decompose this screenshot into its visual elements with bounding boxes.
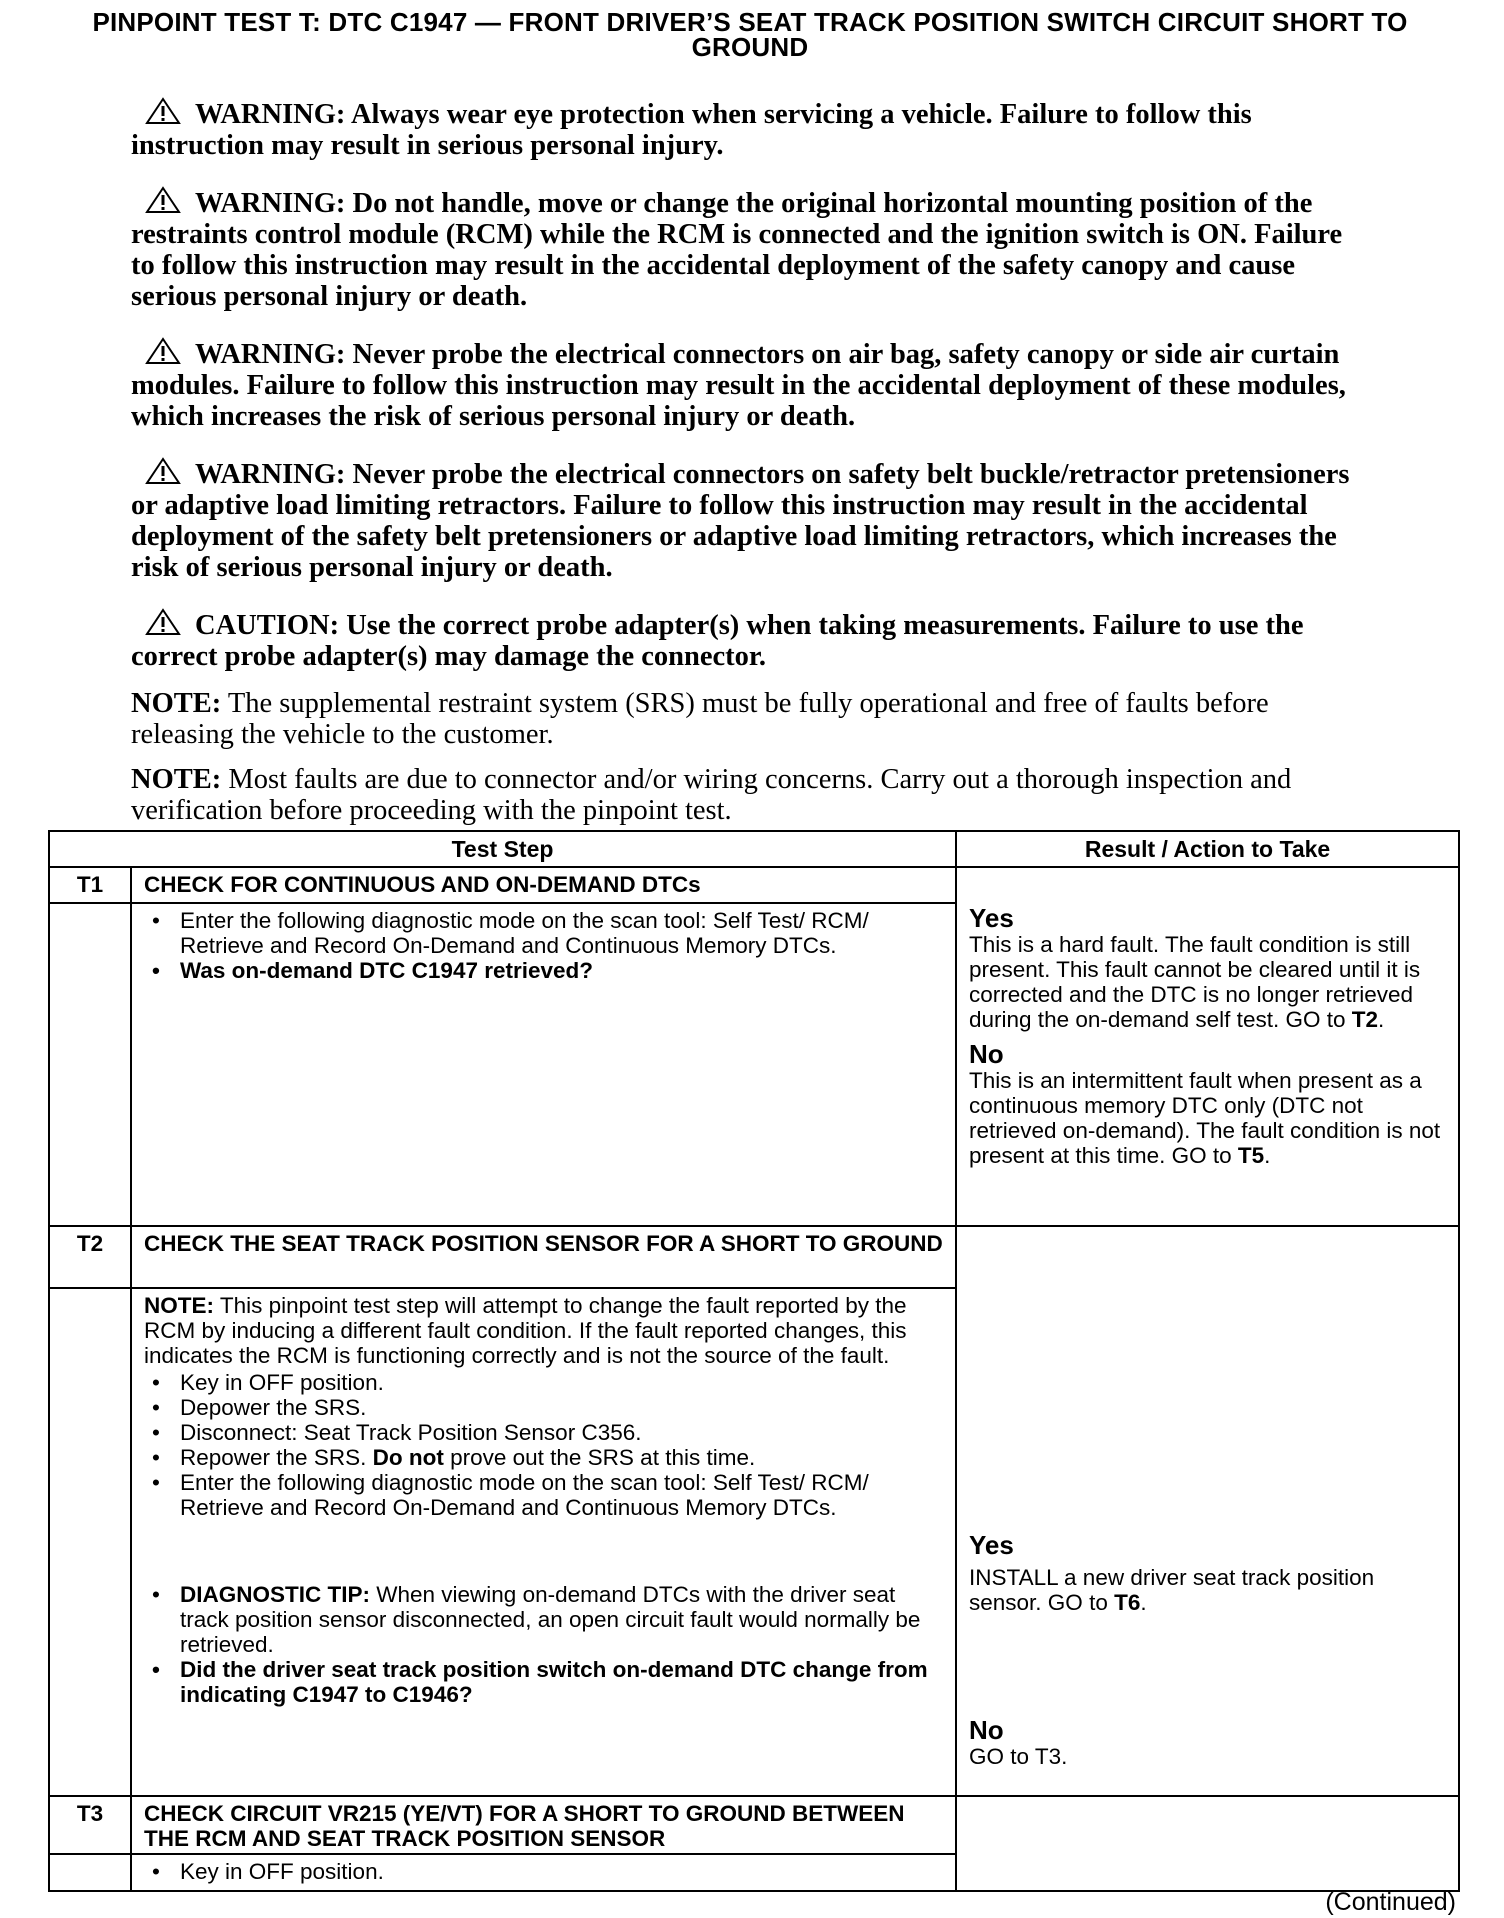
step-id: T1 — [49, 867, 131, 903]
step-result — [956, 867, 1459, 1226]
warning-air-bag-connectors: WARNING: Never probe the electrical connectors on air bag, safety canopy or side air curtain modules. Failure to follow this instruction may result in the accidental deployment of these modules, which increases the risk of serious personal injury or death. — [131, 339, 1346, 432]
step-note: NOTE: This pinpoint test step will attempt to change the fault reported by the RCM by inducing a different fault condition. If the fault reported changes, this indicates the RCM is functioning correctly and is not the source of the fault. — [144, 1293, 907, 1368]
result-yes-text: INSTALL a new driver seat track position sensor. GO to T6. — [969, 1565, 1375, 1615]
result-yes-text: This is a hard fault. The fault condition is still present. This fault cannot be cleared until it is corrected and the DTC is no longer retrieved during the on-demand self test. GO to T2. — [969, 932, 1421, 1032]
result-no-label: No — [969, 1715, 1004, 1745]
note-connector-concerns: NOTE: Most faults are due to connector and/or wiring concerns. Carry out a thorough inspection and verification before proceeding with the pinpoint test. — [131, 764, 1292, 826]
list-item: • Depower the SRS. — [180, 1395, 945, 1420]
step-result — [956, 1226, 1459, 1796]
step-body — [131, 1854, 956, 1891]
result-yes-label: Yes — [969, 1530, 1014, 1560]
list-item: • Repower the SRS. Do not prove out the SRS at this time. — [180, 1445, 945, 1470]
warning-triangle-icon — [145, 457, 181, 485]
result-no-text: GO to T3. — [969, 1744, 1068, 1769]
result-no-text: This is an intermittent fault when present as a continuous memory DTC only (DTC not retrieved on-demand). The fault condition is not present at this time. GO to T5. — [969, 1068, 1441, 1168]
step-heading: CHECK THE SEAT TRACK POSITION SENSOR FOR A SHORT TO GROUND — [131, 1226, 956, 1288]
warning-triangle-icon — [145, 97, 181, 125]
list-item: • Disconnect: Seat Track Position Sensor C356. — [180, 1420, 945, 1445]
warning-rcm-mounting: WARNING: Do not handle, move or change the original horizontal mounting position of the restraints control module (RCM) while the RCM is connected and the ignition switch is ON. Failure to follow this instruction may result in the accidental deployment of the safety canopy and cause serious personal injury or death. — [131, 188, 1343, 312]
table-row — [49, 1796, 1459, 1854]
list-item: • Was on-demand DTC C1947 retrieved? — [180, 958, 945, 983]
continued-label: (Continued) — [1325, 1888, 1456, 1916]
warning-triangle-icon — [145, 186, 181, 214]
col-header-test-step: Test Step — [49, 831, 956, 867]
list-item: • Enter the following diagnostic mode on the scan tool: Self Test/ RCM/ Retrieve and Record On-Demand and Continuous Memory DTCs. — [180, 1470, 945, 1520]
step-result — [956, 1796, 1459, 1891]
warning-pretensioners: WARNING: Never probe the electrical connectors on safety belt buckle/retractor pretensioners or adaptive load limiting retractors. Failure to follow this instruction may result in the accidental deployment of the safety belt pretensioners or adaptive load limiting retractors, which increases the risk of serious personal injury or death. — [131, 459, 1350, 583]
list-item: • Key in OFF position. — [180, 1370, 945, 1395]
list-item: • Did the driver seat track position switch on-demand DTC change from indicating C1947 to C1946? — [180, 1657, 945, 1707]
caution-probe-adapter: CAUTION: Use the correct probe adapter(s) when taking measurements. Failure to use the correct probe adapter(s) may damage the connector. — [131, 610, 1304, 672]
warning-triangle-icon — [145, 608, 181, 636]
result-yes-label: Yes — [969, 903, 1014, 933]
step-heading: CHECK CIRCUIT VR215 (YE/VT) FOR A SHORT TO GROUND BETWEEN THE RCM AND SEAT TRACK POSITION SENSOR — [131, 1796, 956, 1854]
list-item: • Key in OFF position. — [180, 1859, 945, 1884]
table-row — [49, 1226, 1459, 1288]
page-title: PINPOINT TEST T: DTC C1947 — FRONT DRIVER’S SEAT TRACK POSITION SWITCH CIRCUIT SHORT TO GROUND — [92, 7, 1408, 62]
test-step-table — [48, 830, 1460, 1892]
warning-eye-protection: WARNING: Always wear eye protection when servicing a vehicle. Failure to follow this instruction may result in serious personal injury. — [131, 99, 1252, 161]
note-srs-operational: NOTE: The supplemental restraint system (SRS) must be fully operational and free of faults before releasing the vehicle to the customer. — [131, 688, 1269, 750]
list-item: • Enter the following diagnostic mode on the scan tool: Self Test/ RCM/ Retrieve and Record On-Demand and Continuous Memory DTCs. — [180, 908, 945, 958]
result-no-label: No — [969, 1039, 1004, 1069]
table-header-row — [49, 831, 1459, 867]
step-heading: CHECK FOR CONTINUOUS AND ON-DEMAND DTCs — [131, 867, 956, 903]
step-body — [131, 1288, 956, 1796]
table-row — [49, 867, 1459, 903]
diagnostic-tip: • DIAGNOSTIC TIP: When viewing on-demand DTCs with the driver seat track position sensor disconnected, an open circuit fault would normally be retrieved. — [180, 1582, 945, 1657]
step-body — [131, 903, 956, 1226]
step-id: T3 — [49, 1796, 131, 1854]
warning-triangle-icon — [145, 337, 181, 365]
step-id: T2 — [49, 1226, 131, 1288]
col-header-result: Result / Action to Take — [956, 831, 1459, 867]
